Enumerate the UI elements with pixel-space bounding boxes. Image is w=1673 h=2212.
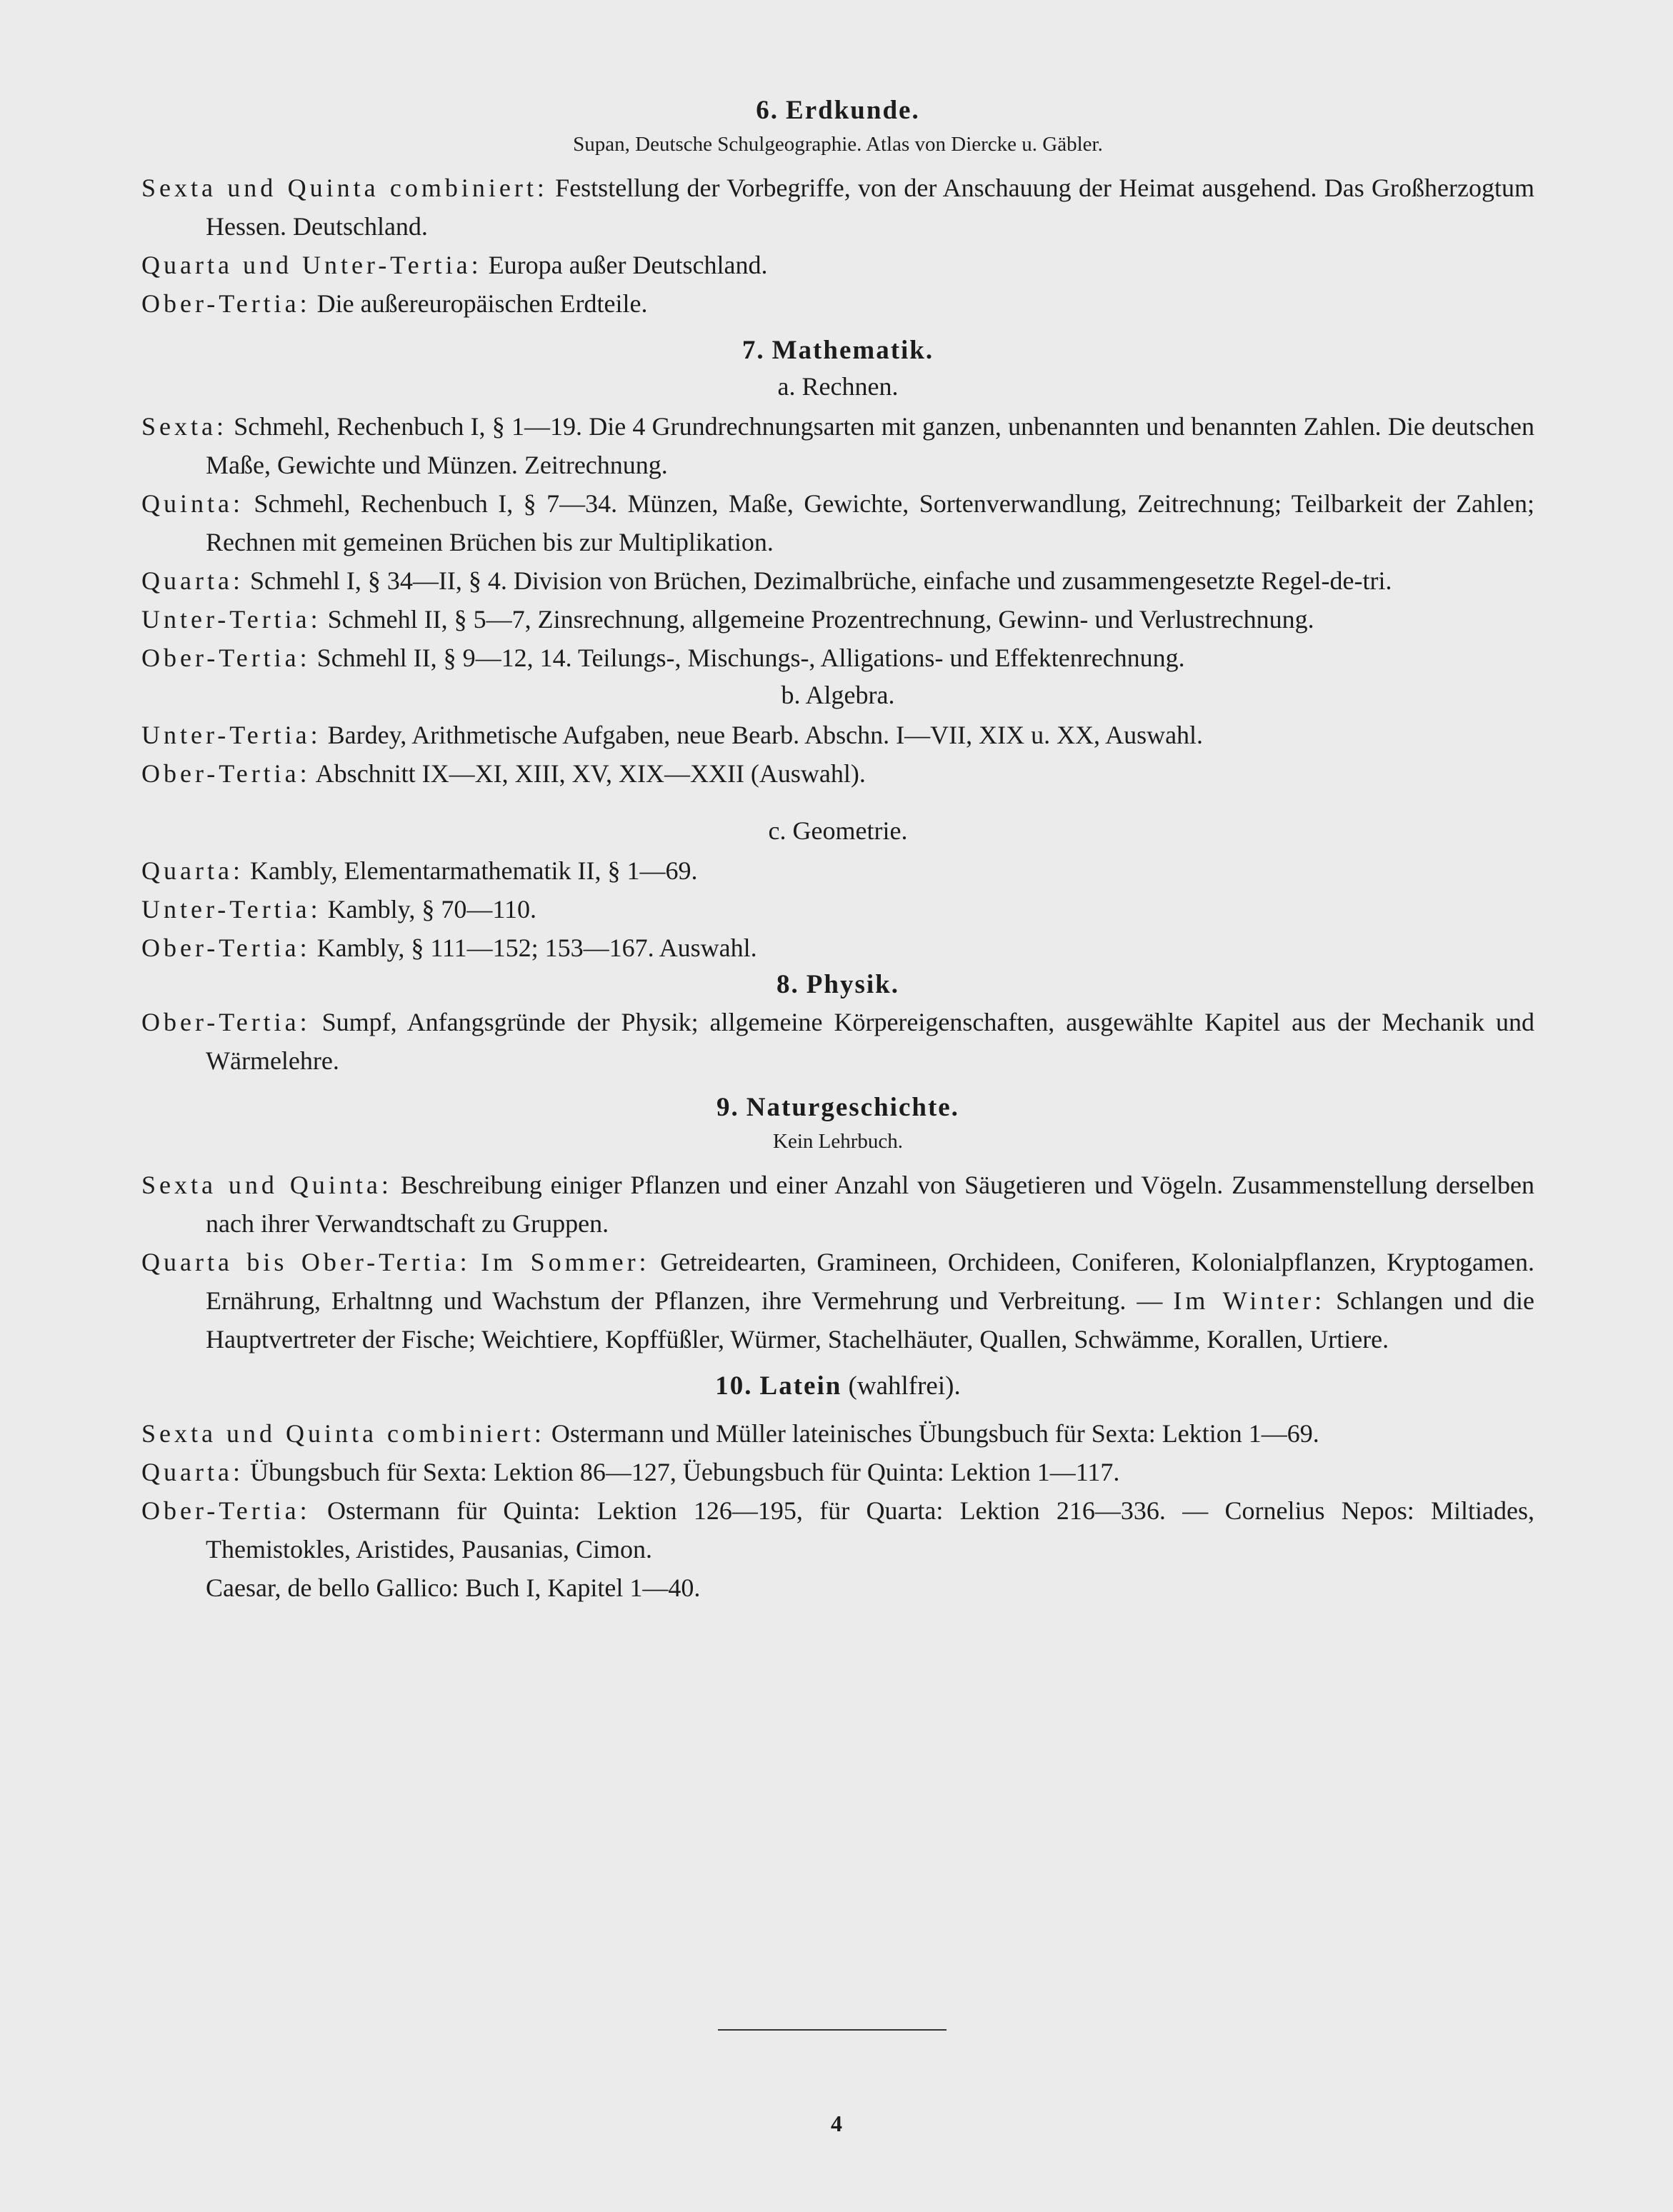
paragraph-text: Kambly, Elementarmathematik II, § 1—69. [243, 856, 698, 885]
class-label: Quarta bis Ober-Tertia: [141, 1248, 471, 1276]
paragraph-text: Schmehl I, § 34—II, § 4. Division von Brüchen, Dezimalbrüche, einfache und zusammengesetzte Regel-de-tri. [243, 566, 1392, 595]
paragraph [141, 851, 1534, 890]
textbook-note: Supan, Deutsche Schulgeographie. Atlas von Diercke u. Gäbler. [573, 133, 1103, 156]
paragraph [141, 890, 1534, 929]
paragraph-text: Schmehl, Rechenbuch I, § 1—19. Die 4 Grundrechnungsarten mit ganzen, unbenannten und benannten Zahlen. Die deutschen Maße, Gewichte und Münzen. Zeitrechnung. [206, 412, 1534, 479]
paragraph [141, 246, 1534, 284]
class-label: Ober-Tertia: [141, 289, 311, 318]
class-label: Sexta: [141, 412, 227, 441]
section-heading-mathematik [141, 333, 1534, 369]
class-label: Quarta und Unter-Tertia: [141, 251, 482, 279]
class-label: Sexta und Quinta: [141, 1171, 392, 1199]
season-label: Im Sommer: [481, 1248, 650, 1276]
paragraph [141, 929, 1534, 967]
class-label: Unter-Tertia: [141, 605, 321, 634]
paragraph [141, 600, 1534, 639]
section-title: Erdkunde. [786, 96, 920, 125]
class-label: Quarta: [141, 566, 244, 595]
section-number: 6. [756, 96, 779, 125]
paragraph [141, 284, 1534, 323]
paragraph-text: Schlangen und die Hauptvertreter der Fische; Weichtiere, Kopffüßler, Würmer, Stachelhäuter, Quallen, Schwämme, Korallen, Urtiere. [206, 1286, 1534, 1353]
paragraph-continuation: Caesar, de bello Gallico: Buch I, Kapitel 1—40. [206, 1573, 701, 1602]
class-label: Ober-Tertia: [141, 759, 311, 788]
subsection-heading-rechnen: a. Rechnen. [777, 372, 899, 401]
paragraph [141, 1166, 1534, 1243]
class-label: Ober-Tertia: [141, 1496, 311, 1525]
section-heading-physik [141, 967, 1534, 1003]
paragraph [141, 407, 1534, 484]
subsection-heading-geometrie: c. Geometrie. [768, 816, 908, 845]
paragraph-text: Ostermann für Quinta: Lektion 126—195, für Quarta: Lektion 216—336. — Cornelius Nepos: Miltiades, Themistokles, Aristides, Pausanias, Cimon. [206, 1496, 1534, 1563]
paragraph-text: Europa außer Deutschland. [481, 251, 768, 279]
class-label: Quarta: [141, 856, 244, 885]
paragraph [141, 1491, 1534, 1607]
class-label: Unter-Tertia: [141, 721, 321, 749]
paragraph-text: Schmehl II, § 9—12, 14. Teilungs-, Mischungs-, Alligations- und Effektenrechnung. [310, 644, 1185, 672]
paragraph-text: Schmehl II, § 5—7, Zinsrechnung, allgemeine Prozentrechnung, Gewinn- und Verlustrechnung. [321, 605, 1314, 634]
paragraph-text: Getreidearten, Gramineen, Orchideen, Coniferen, Kolonialpflanzen, Kryptogamen. Ernährung, Erhaltnng und Wachstum der Pflanzen, ihre Vermehrung und Verbreitung. — [206, 1248, 1535, 1315]
class-label: Quarta: [141, 1458, 244, 1486]
paragraph-text: Schmehl, Rechenbuch I, § 7—34. Münzen, Maße, Gewichte, Sortenverwandlung, Zeitrechnung; Teilbarkeit der Zahlen; Rechnen mit gemeinen Brüchen bis zur Multiplikation. [206, 489, 1534, 556]
paragraph [141, 169, 1534, 246]
paragraph-text: Kambly, § 70—110. [321, 895, 536, 924]
class-label: Unter-Tertia: [141, 895, 321, 924]
paragraph [141, 716, 1534, 754]
paragraph-text: Feststellung der Vorbegriffe, von der Anschauung der Heimat ausgehend. Das Großherzogtum Hessen. Deutschland. [206, 174, 1534, 241]
season-label: Im Winter: [1173, 1286, 1326, 1315]
paragraph-text: Abschnitt IX—XI, XIII, XV, XIX—XXII (Auswahl). [310, 759, 866, 788]
class-label: Ober-Tertia: [141, 1008, 311, 1036]
class-label: Ober-Tertia: [141, 934, 311, 962]
paragraph [141, 1453, 1534, 1491]
paragraph-text: Übungsbuch für Sexta: Lektion 86—127, Üebungsbuch für Quinta: Lektion 1—117. [243, 1458, 1120, 1486]
section-number: 9. [716, 1093, 739, 1122]
paragraph [141, 484, 1534, 561]
footer-rule [718, 2029, 947, 2031]
section-title: Naturgeschichte. [746, 1093, 959, 1122]
page-content [141, 93, 1534, 1607]
paragraph [141, 639, 1534, 677]
paragraph [141, 1003, 1534, 1080]
section-title: Mathematik. [771, 336, 934, 365]
paragraph [141, 754, 1534, 793]
page-number: 4 [831, 2111, 842, 2136]
subsection-heading-algebra: b. Algebra. [781, 681, 895, 709]
section-title: Physik. [806, 970, 899, 999]
paragraph [141, 561, 1534, 600]
paragraph [141, 1243, 1534, 1358]
section-title-note: (wahlfrei). [842, 1371, 961, 1401]
paragraph-text [471, 1248, 481, 1276]
paragraph-text: Beschreibung einiger Pflanzen und einer Anzahl von Säugetieren und Vögeln. Zusammenstellung derselben nach ihrer Verwandtschaft zu Gruppen. [206, 1171, 1534, 1238]
paragraph-text: Bardey, Arithmetische Aufgaben, neue Bearb. Abschn. I—VII, XIX u. XX, Auswahl. [321, 721, 1204, 749]
paragraph-text: Sumpf, Anfangsgründe der Physik; allgemeine Körpereigenschaften, ausgewählte Kapitel aus der Mechanik und Wärmelehre. [206, 1008, 1534, 1075]
section-number: 10. [715, 1371, 753, 1401]
section-number: 8. [776, 970, 799, 999]
section-heading-latein [141, 1368, 1534, 1404]
class-label: Ober-Tertia: [141, 644, 311, 672]
paragraph-text: Ostermann und Müller lateinisches Übungsbuch für Sexta: Lektion 1—69. [544, 1419, 1319, 1448]
paragraph-text: Die außereuropäischen Erdteile. [310, 289, 648, 318]
section-title: Latein [759, 1371, 842, 1401]
textbook-note: Kein Lehrbuch. [773, 1130, 903, 1153]
class-label: Sexta und Quinta combiniert: [141, 1419, 545, 1448]
paragraph [141, 1414, 1534, 1453]
section-number: 7. [741, 336, 765, 365]
section-heading-erdkunde [141, 93, 1534, 129]
section-heading-naturgeschichte [141, 1090, 1534, 1126]
class-label: Quinta: [141, 489, 244, 518]
class-label: Sexta und Quinta combiniert: [141, 174, 548, 202]
paragraph-text: Kambly, § 111—152; 153—167. Auswahl. [310, 934, 757, 962]
